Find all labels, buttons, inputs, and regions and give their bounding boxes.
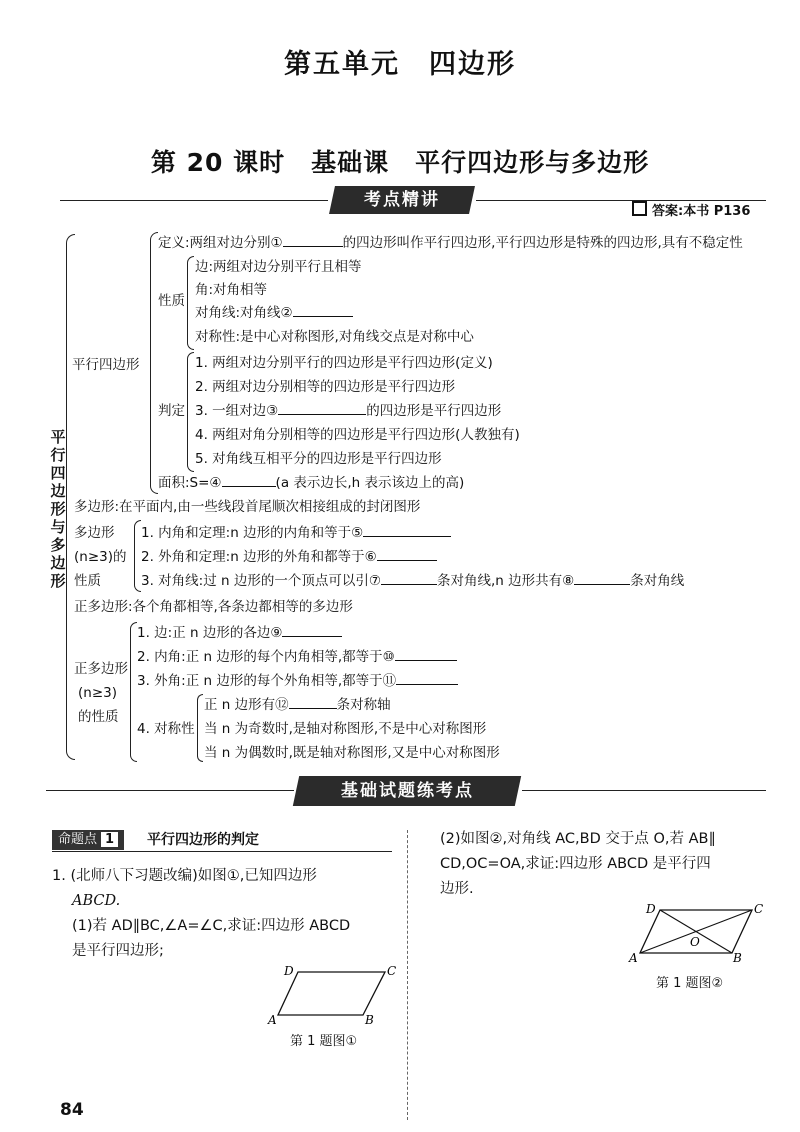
pgram-area: 面积:S=④ (a 表示边长,h 表示该边上的高): [158, 475, 465, 491]
prop-diagonal: 对角线:对角线②: [195, 304, 353, 322]
blank-6: [377, 560, 437, 561]
topic-tag: 命题点 1: [52, 830, 124, 850]
regular-prop-2: 2. 内角:正 n 边形的每个内角相等,都等于⑩: [137, 648, 457, 666]
pgram-bracket: [150, 232, 158, 494]
regular-sym-2: 当 n 为奇数时,是轴对称图形,不是中心对称图形: [204, 721, 487, 737]
section-banner-kaodian: 考点精讲: [329, 186, 475, 214]
vertical-title: 平行四边形与多边形: [50, 428, 66, 590]
blank-9: [282, 636, 342, 637]
poly-prop-1: 1. 内角和定理:n 边形的内角和等于⑤: [141, 524, 451, 542]
pgram-label: 平行四边形: [72, 357, 140, 373]
pgram-definition: 定义:两组对边分别① 的四边形叫作平行四边形,平行四边形是特殊的四边形,具有不稳定性: [158, 235, 743, 251]
judge-2: 2. 两组对边分别相等的四边形是平行四边形: [195, 379, 456, 395]
regular-prop-4-label: 4. 对称性: [137, 721, 195, 737]
prop-label: 性质: [158, 293, 185, 309]
topic-title: 平行四边形的判定: [147, 832, 259, 848]
figure-2-parallelogram: [622, 898, 772, 968]
blank-3: [278, 414, 366, 415]
regular-definition: 正多边形:各个角都相等,各条边都相等的多边形: [74, 599, 353, 615]
regular-label-2: (n≥3): [78, 685, 117, 701]
judge-label: 判定: [158, 403, 185, 419]
section-banner-practice: 基础试题练考点: [293, 776, 521, 806]
prop-angle: 角:对角相等: [195, 282, 268, 298]
q1-line-3: (1)若 AD∥BC,∠A=∠C,求证:四边形 ABCD: [72, 918, 351, 934]
main-bracket: [66, 234, 75, 760]
fig1-label-c: C: [387, 964, 397, 978]
judge-4: 4. 两组对角分别相等的四边形是平行四边形(人教独有): [195, 427, 520, 443]
regular-label-3: 的性质: [78, 709, 119, 725]
judge-5: 5. 对角线互相平分的四边形是平行四边形: [195, 451, 442, 467]
judge-1: 1. 两组对边分别平行的四边形是平行四边形(定义): [195, 355, 493, 371]
regular-prop-1: 1. 边:正 n 边形的各边⑨: [137, 624, 342, 642]
regular-sym-1: 正 n 边形有⑫ 条对称轴: [204, 697, 391, 713]
banner2-rule-right: [522, 790, 766, 791]
blank-11: [396, 684, 458, 685]
regular-prop-3: 3. 外角:正 n 边形的每个外角相等,都等于⑪: [137, 672, 458, 690]
prop-side: 边:两组对边分别平行且相等: [195, 259, 362, 275]
lesson-title: 第 20 课时 基础课 平行四边形与多边形: [150, 148, 650, 177]
blank-7: [381, 584, 437, 585]
blank-12: [289, 708, 337, 709]
q1-right-line-2: CD,OC=OA,求证:四边形 ABCD 是平行四: [440, 856, 711, 872]
q1-line-1: 1. (北师八下习题改编)如图①,已知四边形: [52, 868, 317, 884]
answer-reference: 答案:本书 P136: [632, 201, 750, 221]
regular-label-1: 正多边形: [74, 661, 128, 677]
q1-line-2: ABCD.: [72, 893, 121, 909]
fig2-label-b: B: [733, 951, 742, 965]
blank-5: [363, 536, 451, 537]
poly-label-2: (n≥3)的: [74, 549, 127, 565]
unit-title: 第五单元 四边形: [284, 49, 516, 80]
symmetry-bracket: [197, 694, 203, 762]
fig1-caption: 第 1 题图①: [290, 1034, 358, 1049]
poly-label-3: 性质: [74, 573, 101, 589]
fig2-caption: 第 1 题图②: [656, 976, 724, 991]
figure-1-parallelogram: [260, 960, 400, 1030]
judge-bracket: [187, 352, 194, 472]
fig2-label-c: C: [754, 902, 764, 916]
poly-bracket: [134, 520, 141, 592]
banner-rule-left: [60, 200, 328, 201]
blank-10: [395, 660, 457, 661]
prop-symmetry: 对称性:是中心对称图形,对角线交点是对称中心: [195, 329, 474, 345]
fig2-label-d: D: [646, 902, 656, 916]
poly-label-1: 多边形: [74, 525, 115, 541]
fig1-label-d: D: [284, 964, 294, 978]
column-divider: [407, 830, 408, 1120]
blank-1: [283, 246, 343, 247]
poly-prop-3: 3. 对角线:过 n 边形的一个顶点可以引⑦ 条对角线,n 边形共有⑧ 条对角线: [141, 573, 685, 589]
fig2-label-a: A: [629, 951, 638, 965]
blank-2: [293, 316, 353, 317]
q1-right-line-1: (2)如图②,对角线 AC,BD 交于点 O,若 AB∥: [440, 831, 716, 847]
answer-icon: [632, 201, 647, 216]
fig1-label-a: A: [268, 1013, 277, 1027]
q1-line-4: 是平行四边形;: [72, 943, 164, 959]
q1-right-line-3: 边形.: [440, 881, 474, 897]
poly-prop-2: 2. 外角和定理:n 边形的外角和都等于⑥: [141, 548, 437, 566]
topic-underline: [52, 851, 392, 852]
poly-definition: 多边形:在平面内,由一些线段首尾顺次相接组成的封闭图形: [74, 499, 421, 515]
prop-bracket: [187, 256, 194, 350]
regular-bracket: [130, 622, 137, 762]
blank-8: [574, 584, 630, 585]
banner2-rule-left: [46, 790, 294, 791]
regular-sym-3: 当 n 为偶数时,既是轴对称图形,又是中心对称图形: [204, 745, 500, 761]
fig1-label-b: B: [365, 1013, 374, 1027]
blank-4: [222, 486, 276, 487]
fig2-label-o: O: [690, 935, 700, 949]
judge-3: 3. 一组对边③ 的四边形是平行四边形: [195, 403, 502, 419]
page-number: 84: [60, 1100, 84, 1120]
